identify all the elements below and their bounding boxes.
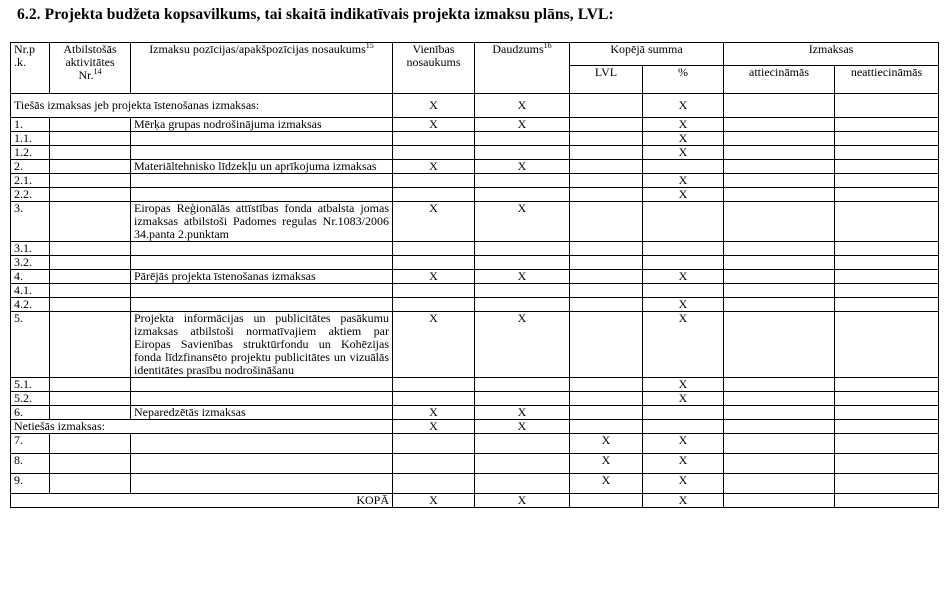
cell-pct: X — [643, 188, 724, 202]
cell-activity — [50, 188, 131, 202]
cell-pct: X — [643, 174, 724, 188]
cell-name: Pārējās projekta īstenošanas izmaksas — [131, 270, 393, 284]
cell-pct: X — [643, 298, 724, 312]
cell-qty — [475, 284, 570, 298]
table-row — [11, 160, 939, 174]
direct-costs-row — [11, 94, 939, 118]
cell-lvl — [570, 94, 643, 118]
cell-pct — [643, 160, 724, 174]
cell-unit: X — [393, 270, 475, 284]
cell-nr: 2.1. — [11, 174, 50, 188]
cell-lvl — [570, 420, 643, 434]
cell-activity — [50, 146, 131, 160]
total-label: KOPĀ — [11, 494, 393, 508]
cell-eligible — [724, 202, 835, 242]
table-row — [11, 454, 939, 474]
cell-ineligible — [835, 494, 939, 508]
cell-nr: 5. — [11, 312, 50, 378]
cell-lvl — [570, 270, 643, 284]
cell-eligible — [724, 146, 835, 160]
cell-ineligible — [835, 474, 939, 494]
cell-lvl — [570, 298, 643, 312]
table-row — [11, 188, 939, 202]
cell-pct — [643, 202, 724, 242]
cell-qty — [475, 474, 570, 494]
cell-activity — [50, 378, 131, 392]
cell-activity — [50, 284, 131, 298]
cell-activity — [50, 406, 131, 420]
cell-lvl — [570, 284, 643, 298]
cell-unit — [393, 146, 475, 160]
col-eligible-header: attiecināmās — [724, 66, 835, 94]
cell-ineligible — [835, 242, 939, 256]
cell-name — [131, 188, 393, 202]
cell-ineligible — [835, 312, 939, 378]
cell-pct — [643, 256, 724, 270]
cell-nr: 3.2. — [11, 256, 50, 270]
cell-ineligible — [835, 392, 939, 406]
cell-pct: X — [643, 494, 724, 508]
cell-pct: X — [643, 270, 724, 284]
cell-lvl: X — [570, 434, 643, 454]
cell-name: Eiropas Reģionālās attīstības fonda atbalsta jomas izmaksas atbilstoši Padomes regulas Nr.1083/2006 34.panta 2.punktam — [131, 202, 393, 242]
cell-eligible — [724, 312, 835, 378]
cell-eligible — [724, 454, 835, 474]
cell-ineligible — [835, 188, 939, 202]
col-pct-header: % — [643, 66, 724, 94]
cell-nr: 1.2. — [11, 146, 50, 160]
cell-activity — [50, 454, 131, 474]
cell-name — [131, 256, 393, 270]
cell-qty: X — [475, 160, 570, 174]
table-row — [11, 298, 939, 312]
cell-eligible — [724, 160, 835, 174]
cell-eligible — [724, 406, 835, 420]
table-row — [11, 284, 939, 298]
cell-qty: X — [475, 406, 570, 420]
cell-qty: X — [475, 270, 570, 284]
cell-name — [131, 298, 393, 312]
col-position-header: Izmaksu pozīcijas/apakšpozīcijas nosaukums$^{15}$ — [131, 43, 393, 94]
cell-pct: X — [643, 378, 724, 392]
cell-name — [131, 146, 393, 160]
cell-nr: 7. — [11, 434, 50, 454]
cell-eligible — [724, 242, 835, 256]
cell-ineligible — [835, 94, 939, 118]
cell-name — [131, 242, 393, 256]
table-row — [11, 202, 939, 242]
cell-pct: X — [643, 454, 724, 474]
cell-lvl — [570, 174, 643, 188]
cell-name — [131, 454, 393, 474]
cell-pct: X — [643, 118, 724, 132]
cell-unit — [393, 284, 475, 298]
col-total-header: Kopējā summa — [570, 43, 724, 66]
cell-eligible — [724, 118, 835, 132]
cell-eligible — [724, 174, 835, 188]
cell-pct: X — [643, 392, 724, 406]
cell-lvl — [570, 146, 643, 160]
cell-activity — [50, 270, 131, 284]
cell-ineligible — [835, 118, 939, 132]
cell-pct — [643, 284, 724, 298]
cell-eligible — [724, 270, 835, 284]
cell-unit: X — [393, 94, 475, 118]
cell-eligible — [724, 298, 835, 312]
table-row — [11, 132, 939, 146]
cell-eligible — [724, 188, 835, 202]
cell-unit — [393, 188, 475, 202]
cell-qty — [475, 298, 570, 312]
cell-ineligible — [835, 160, 939, 174]
cell-name: Materiāltehnisko līdzekļu un aprīkojuma izmaksas — [131, 160, 393, 174]
cell-activity — [50, 434, 131, 454]
cell-nr: 2.2. — [11, 188, 50, 202]
cell-lvl — [570, 132, 643, 146]
cell-name: Projekta informācijas un publicitātes pasākumu izmaksas atbilstoši normatīvajiem aktiem par Eiropas Savienības struktūrfondu un Kohēzijas fonda līdzfinansēto projektu publicitātes un vizuālās identitātes prasību nodrošināšanu — [131, 312, 393, 378]
col-ineligible-header: neattiecināmās — [835, 66, 939, 94]
cell-pct — [643, 242, 724, 256]
cell-name — [131, 284, 393, 298]
cell-pct: X — [643, 132, 724, 146]
cell-qty: X — [475, 312, 570, 378]
cell-unit — [393, 454, 475, 474]
cell-unit — [393, 378, 475, 392]
cell-pct: X — [643, 434, 724, 454]
cell-activity — [50, 312, 131, 378]
cell-pct: X — [643, 312, 724, 378]
cell-lvl — [570, 160, 643, 174]
cell-activity — [50, 118, 131, 132]
cell-lvl — [570, 242, 643, 256]
cell-lvl — [570, 202, 643, 242]
cell-lvl — [570, 188, 643, 202]
cell-unit: X — [393, 420, 475, 434]
cell-unit — [393, 474, 475, 494]
cell-name — [131, 392, 393, 406]
cell-nr: 1.1. — [11, 132, 50, 146]
col-costs-header: Izmaksas — [724, 43, 939, 66]
cell-eligible — [724, 420, 835, 434]
cell-qty — [475, 256, 570, 270]
cell-qty — [475, 132, 570, 146]
cell-ineligible — [835, 146, 939, 160]
cell-nr: 8. — [11, 454, 50, 474]
cell-pct: X — [643, 94, 724, 118]
table-row — [11, 406, 939, 420]
cell-nr: 4. — [11, 270, 50, 284]
cell-unit — [393, 298, 475, 312]
cell-unit — [393, 434, 475, 454]
total-row — [11, 494, 939, 508]
cell-qty: X — [475, 118, 570, 132]
cell-unit — [393, 174, 475, 188]
cell-eligible — [724, 378, 835, 392]
cell-qty — [475, 454, 570, 474]
indirect-costs-label: Netiešās izmaksas: — [11, 420, 393, 434]
cell-name: Neparedzētās izmaksas — [131, 406, 393, 420]
cell-unit — [393, 242, 475, 256]
cell-unit: X — [393, 494, 475, 508]
cell-ineligible — [835, 454, 939, 474]
cell-qty — [475, 174, 570, 188]
cell-qty — [475, 188, 570, 202]
table-row — [11, 242, 939, 256]
direct-costs-label: Tiešās izmaksas jeb projekta īstenošanas izmaksas: — [11, 94, 393, 118]
cell-eligible — [724, 392, 835, 406]
cell-activity — [50, 298, 131, 312]
cell-eligible — [724, 494, 835, 508]
cell-ineligible — [835, 420, 939, 434]
table-row — [11, 174, 939, 188]
cell-ineligible — [835, 270, 939, 284]
header-row — [11, 43, 939, 66]
cell-unit: X — [393, 202, 475, 242]
cell-activity — [50, 256, 131, 270]
table-row — [11, 146, 939, 160]
cell-unit — [393, 392, 475, 406]
cell-unit: X — [393, 118, 475, 132]
cell-lvl — [570, 256, 643, 270]
cell-unit: X — [393, 312, 475, 378]
cell-name — [131, 434, 393, 454]
cell-qty — [475, 392, 570, 406]
cell-activity — [50, 242, 131, 256]
table-row — [11, 118, 939, 132]
cell-nr: 4.2. — [11, 298, 50, 312]
cell-ineligible — [835, 298, 939, 312]
section-title: 6.2. Projekta budžeta kopsavilkums, tai skaitā indikatīvais projekta izmaksu plāns, LVL: — [17, 6, 614, 23]
cell-lvl: X — [570, 474, 643, 494]
cell-nr: 4.1. — [11, 284, 50, 298]
cell-nr: 6. — [11, 406, 50, 420]
cell-eligible — [724, 94, 835, 118]
cell-nr: 9. — [11, 474, 50, 494]
cell-pct: X — [643, 146, 724, 160]
cell-ineligible — [835, 284, 939, 298]
cell-name — [131, 378, 393, 392]
cell-qty — [475, 434, 570, 454]
cell-ineligible — [835, 256, 939, 270]
col-quantity-header: Daudzums$^{16}$ — [475, 43, 570, 94]
indirect-costs-row — [11, 420, 939, 434]
cell-activity — [50, 202, 131, 242]
cell-nr: 1. — [11, 118, 50, 132]
table-row — [11, 312, 939, 378]
cell-eligible — [724, 434, 835, 454]
col-lvl-header: LVL — [570, 66, 643, 94]
cell-qty: X — [475, 202, 570, 242]
table-row — [11, 256, 939, 270]
cell-nr: 2. — [11, 160, 50, 174]
cell-lvl — [570, 392, 643, 406]
cell-eligible — [724, 474, 835, 494]
table-row — [11, 474, 939, 494]
cell-ineligible — [835, 132, 939, 146]
cell-nr: 5.1. — [11, 378, 50, 392]
cell-eligible — [724, 284, 835, 298]
cell-nr: 3. — [11, 202, 50, 242]
cell-lvl — [570, 406, 643, 420]
cell-qty — [475, 378, 570, 392]
cell-qty — [475, 242, 570, 256]
cell-lvl — [570, 378, 643, 392]
cell-activity — [50, 132, 131, 146]
cell-unit: X — [393, 160, 475, 174]
col-unit-header: Vienības nosaukums — [393, 43, 475, 94]
cell-nr: 5.2. — [11, 392, 50, 406]
cell-pct — [643, 406, 724, 420]
cell-name — [131, 474, 393, 494]
cell-eligible — [724, 256, 835, 270]
cell-unit — [393, 132, 475, 146]
budget-table — [10, 42, 939, 508]
cell-activity — [50, 160, 131, 174]
cell-lvl — [570, 312, 643, 378]
cell-qty: X — [475, 494, 570, 508]
cell-unit: X — [393, 406, 475, 420]
cell-pct — [643, 420, 724, 434]
cell-ineligible — [835, 434, 939, 454]
cell-activity — [50, 474, 131, 494]
cell-ineligible — [835, 406, 939, 420]
cell-activity — [50, 174, 131, 188]
table-body — [11, 94, 939, 508]
col-activity-header: Atbilstošās aktivitātes Nr.$^{14}$ — [50, 43, 131, 94]
col-nr-header: Nr.p .k. — [11, 43, 50, 94]
cell-qty: X — [475, 420, 570, 434]
table-row — [11, 392, 939, 406]
cell-lvl — [570, 494, 643, 508]
cell-qty — [475, 146, 570, 160]
cell-name: Mērķa grupas nodrošinājuma izmaksas — [131, 118, 393, 132]
cell-unit — [393, 256, 475, 270]
table-row — [11, 434, 939, 454]
cell-name — [131, 174, 393, 188]
cell-lvl: X — [570, 454, 643, 474]
cell-pct: X — [643, 474, 724, 494]
cell-eligible — [724, 132, 835, 146]
cell-lvl — [570, 118, 643, 132]
table-row — [11, 270, 939, 284]
cell-name — [131, 132, 393, 146]
cell-nr: 3.1. — [11, 242, 50, 256]
cell-ineligible — [835, 174, 939, 188]
table-row — [11, 378, 939, 392]
cell-ineligible — [835, 378, 939, 392]
cell-qty: X — [475, 94, 570, 118]
cell-activity — [50, 392, 131, 406]
cell-ineligible — [835, 202, 939, 242]
